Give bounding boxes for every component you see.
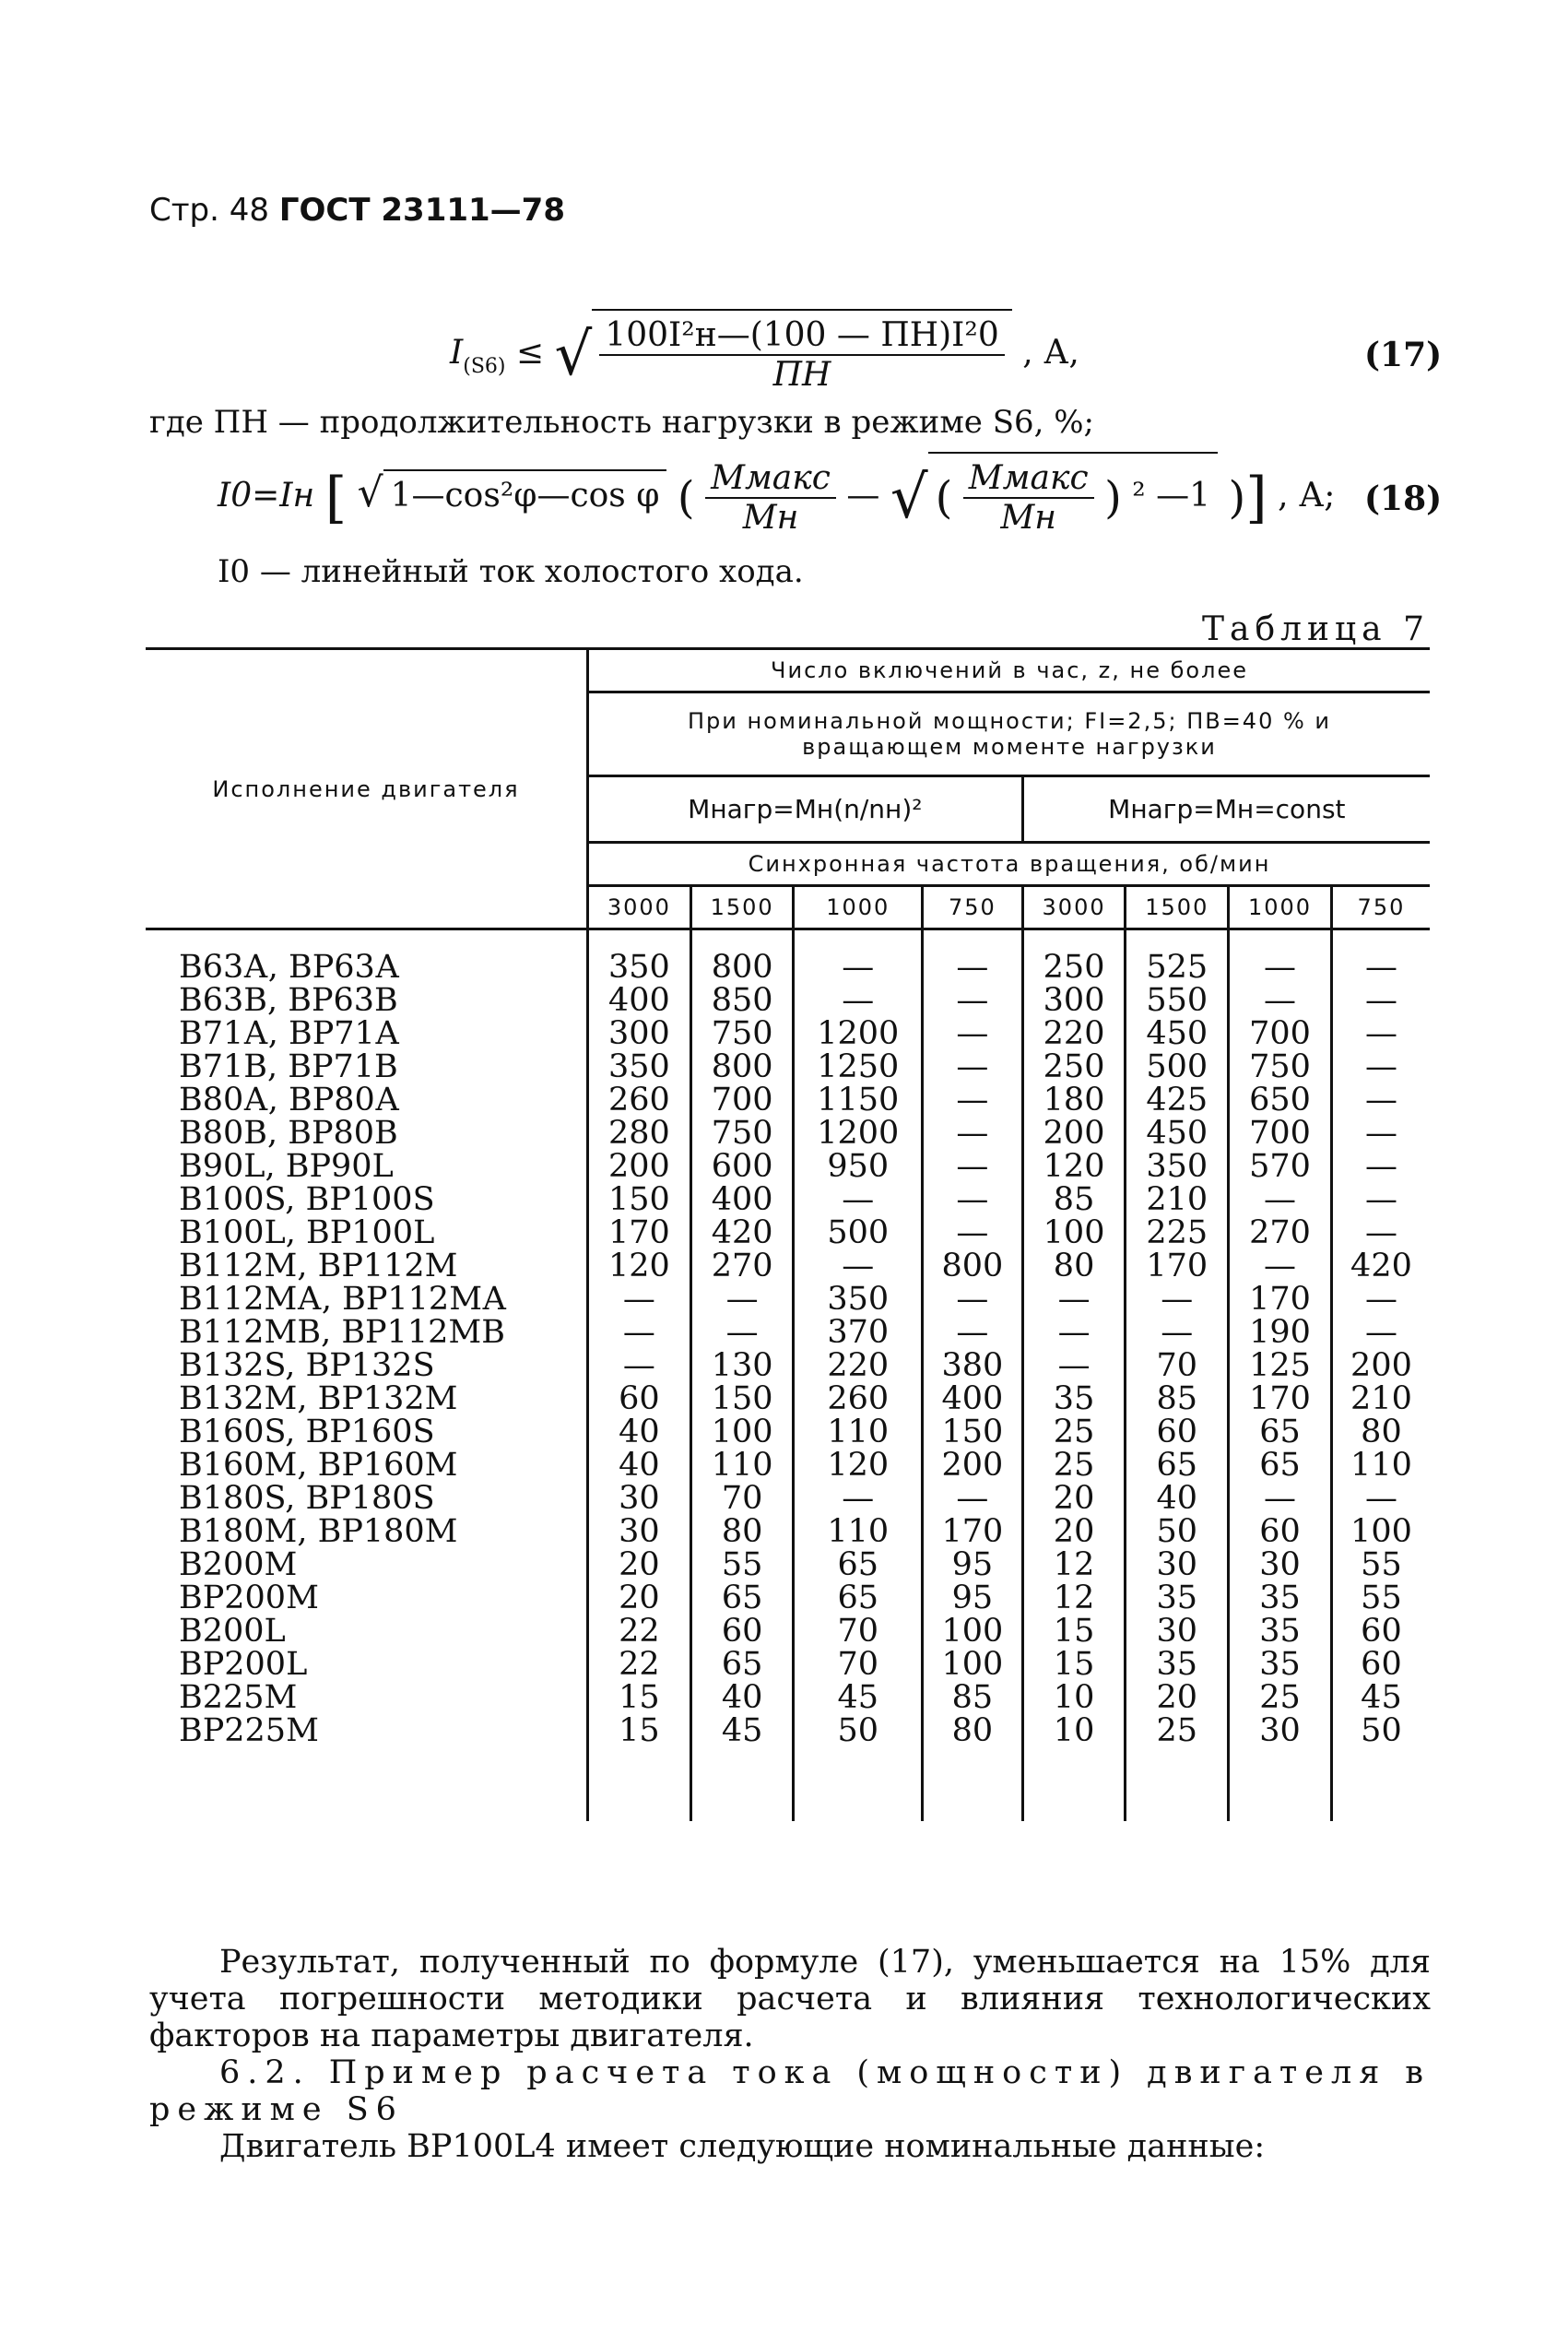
value-cell: 110 (690, 1449, 794, 1482)
engine-name-cell: В200L (179, 1613, 286, 1650)
value-cell: — (794, 1249, 923, 1283)
value-cell: 380 (923, 1349, 1023, 1382)
formula-18-frac1-numerator: Mмакс (705, 459, 836, 499)
value-cell: 95 (923, 1581, 1023, 1615)
value-cell: — (1229, 1249, 1332, 1283)
value-cell: 40 (588, 1449, 691, 1482)
value-cell: — (1229, 1183, 1332, 1216)
value-cell: — (794, 984, 923, 1017)
value-cell: — (923, 1482, 1023, 1515)
value-cell: — (1331, 1017, 1430, 1050)
value-cell: 50 (794, 1714, 923, 1747)
value-cell: — (1331, 1050, 1430, 1083)
engine-name-cell: В71В, ВР71В (179, 1048, 398, 1085)
value-cell: 500 (794, 1216, 923, 1249)
speed-header: 1000 (1229, 886, 1332, 929)
value-cell: 210 (1126, 1183, 1229, 1216)
value-cell: 500 (1126, 1050, 1229, 1083)
value-cell: 55 (690, 1548, 794, 1581)
value-cell: 170 (588, 1216, 691, 1249)
value-cell: — (1229, 984, 1332, 1017)
value-cell: 65 (794, 1548, 923, 1581)
value-cell: 30 (1126, 1615, 1229, 1648)
table-row (146, 1283, 1430, 1316)
value-cell: 85 (923, 1681, 1023, 1714)
value-cell: — (923, 1050, 1023, 1083)
value-cell: — (690, 1316, 794, 1349)
table-row (146, 1449, 1430, 1482)
value-cell: 200 (923, 1449, 1023, 1482)
engine-name-cell: В225М (179, 1679, 298, 1716)
table-row (146, 1249, 1430, 1283)
table-row (146, 1415, 1430, 1449)
value-cell: 650 (1229, 1083, 1332, 1117)
formula-18-unit: , А; (1278, 477, 1336, 515)
paragraph-engine-data: Двигатель ВР100L4 имеет следующие номинальные данные: (219, 2128, 1266, 2165)
value-cell: 550 (1126, 984, 1229, 1017)
value-cell: 60 (1331, 1648, 1430, 1681)
table-row (146, 1515, 1430, 1548)
formula-17-operator: ≤ (515, 334, 545, 372)
table-row (146, 1083, 1430, 1117)
value-cell: 450 (1126, 1117, 1229, 1150)
value-cell: 220 (794, 1349, 923, 1382)
value-cell: 40 (690, 1681, 794, 1714)
table-row (146, 1615, 1430, 1648)
value-cell: — (923, 1150, 1023, 1183)
value-cell: 100 (923, 1648, 1023, 1681)
formula-18-minus: — (846, 477, 880, 515)
value-cell: 100 (690, 1415, 794, 1449)
value-cell: 70 (1126, 1349, 1229, 1382)
engine-name-cell: В112МВ, ВР112МВ (179, 1314, 505, 1351)
value-cell: 1150 (794, 1083, 923, 1117)
value-cell: — (1022, 1349, 1126, 1382)
value-cell: — (1331, 929, 1430, 985)
value-cell: 80 (1022, 1249, 1126, 1283)
value-cell: 55 (1331, 1548, 1430, 1581)
value-cell: 85 (1126, 1382, 1229, 1415)
engine-name-cell: ВР200М (179, 1580, 319, 1616)
table-row (146, 1349, 1430, 1382)
value-cell: 65 (690, 1581, 794, 1615)
value-cell: 65 (1126, 1449, 1229, 1482)
paragraph-result: Результат, полученный по формуле (17), уменьшается на 15% для учета погрешности методики расчета и влияния технологических факторов на параметры двигателя. (149, 1944, 1431, 2054)
formula-18-frac1-denominator: Mн (742, 499, 799, 537)
value-cell: — (588, 1283, 691, 1316)
value-cell: — (1331, 1316, 1430, 1349)
value-cell: — (794, 1482, 923, 1515)
value-cell: 30 (588, 1515, 691, 1548)
table-row (146, 1681, 1430, 1714)
table-row (146, 984, 1430, 1017)
col-load1-header: Mнагр=Mн(n/nн)² (588, 776, 1023, 843)
value-cell: 225 (1126, 1216, 1229, 1249)
value-cell: 30 (1126, 1548, 1229, 1581)
value-cell: — (1331, 984, 1430, 1017)
formula-17-denominator: ПН (772, 356, 831, 394)
speed-header: 750 (1331, 886, 1430, 929)
value-cell: 250 (1022, 929, 1126, 985)
value-cell: 80 (690, 1515, 794, 1548)
value-cell: 170 (1126, 1249, 1229, 1283)
speed-header: 1500 (690, 886, 794, 929)
value-cell: 750 (690, 1017, 794, 1050)
table-row (146, 1150, 1430, 1183)
value-cell: 60 (1126, 1415, 1229, 1449)
value-cell: 35 (1229, 1615, 1332, 1648)
value-cell: 12 (1022, 1581, 1126, 1615)
value-cell: — (588, 1349, 691, 1382)
value-cell: — (794, 929, 923, 985)
value-cell: 25 (1022, 1415, 1126, 1449)
table-caption: Таблица 7 (1202, 610, 1430, 648)
engine-name-cell: В90L, ВР90L (179, 1148, 394, 1185)
engine-name-cell: В112М, ВР112М (179, 1248, 458, 1284)
engine-name-cell: ВР225М (179, 1712, 319, 1749)
value-cell: 220 (1022, 1017, 1126, 1050)
value-cell: — (1331, 1150, 1430, 1183)
value-cell: 950 (794, 1150, 923, 1183)
value-cell: 65 (690, 1648, 794, 1681)
value-cell: — (923, 1216, 1023, 1249)
value-cell: 100 (1331, 1515, 1430, 1548)
col-load2-header: Mнагр=Mн=const (1022, 776, 1430, 843)
value-cell: — (1229, 929, 1332, 985)
value-cell: 70 (794, 1648, 923, 1681)
engine-name-cell: В132М, ВР132М (179, 1380, 458, 1417)
value-cell: 15 (588, 1681, 691, 1714)
value-cell: 45 (794, 1681, 923, 1714)
value-cell: 12 (1022, 1548, 1126, 1581)
value-cell: 60 (1331, 1615, 1430, 1648)
value-cell: 300 (1022, 984, 1126, 1017)
value-cell: 40 (1126, 1482, 1229, 1515)
value-cell: — (923, 1183, 1023, 1216)
value-cell: 370 (794, 1316, 923, 1349)
value-cell: 100 (923, 1615, 1023, 1648)
value-cell: 150 (588, 1183, 691, 1216)
formula-17-unit: , А, (1022, 334, 1079, 372)
value-cell: 80 (923, 1714, 1023, 1747)
value-cell: — (690, 1283, 794, 1316)
value-cell: — (1331, 1083, 1430, 1117)
value-cell: 400 (923, 1382, 1023, 1415)
table-7-body (146, 929, 1430, 1822)
value-cell: 350 (588, 1050, 691, 1083)
value-cell: 65 (1229, 1449, 1332, 1482)
table-spacer-row (146, 1747, 1430, 1821)
value-cell: 130 (690, 1349, 794, 1382)
engine-name-cell: В160S, ВР160S (179, 1414, 435, 1450)
value-cell: 750 (1229, 1050, 1332, 1083)
formula-17-numerator: 100I²н—(100 — ПН)I²0 (599, 316, 1004, 356)
page-number: Стр. 48 (149, 192, 270, 229)
value-cell: 350 (1126, 1150, 1229, 1183)
value-cell: 15 (1022, 1648, 1126, 1681)
formula-18-frac2-numerator: Mмакс (963, 459, 1094, 499)
value-cell: 70 (690, 1482, 794, 1515)
value-cell: 60 (690, 1615, 794, 1648)
table-row (146, 1482, 1430, 1515)
engine-name-cell: В160М, ВР160М (179, 1447, 458, 1484)
value-cell: — (1331, 1283, 1430, 1316)
speed-header: 1500 (1126, 886, 1229, 929)
value-cell: 170 (923, 1515, 1023, 1548)
speed-header: 3000 (588, 886, 691, 929)
value-cell: 125 (1229, 1349, 1332, 1382)
value-cell: 110 (1331, 1449, 1430, 1482)
table-row (146, 1316, 1430, 1349)
value-cell: — (1022, 1283, 1126, 1316)
value-cell: — (1126, 1316, 1229, 1349)
value-cell: 50 (1126, 1515, 1229, 1548)
value-cell: — (1331, 1117, 1430, 1150)
value-cell: 65 (1229, 1415, 1332, 1449)
value-cell: 300 (588, 1017, 691, 1050)
value-cell: — (923, 984, 1023, 1017)
i0-definition: I0 — линейный ток холостого хода. (218, 553, 804, 590)
col-power-header: При номинальной мощности; FI=2,5; ПВ=40 % и вращающем моменте нагрузки (588, 692, 1431, 776)
value-cell: 30 (588, 1482, 691, 1515)
value-cell: 700 (1229, 1017, 1332, 1050)
value-cell: — (794, 1183, 923, 1216)
value-cell: 280 (588, 1117, 691, 1150)
standard-number: ГОСТ 23111—78 (278, 192, 565, 229)
value-cell: 25 (1126, 1714, 1229, 1747)
value-cell: 400 (588, 984, 691, 1017)
value-cell: 20 (588, 1581, 691, 1615)
table-row (146, 1183, 1430, 1216)
value-cell: 80 (1331, 1415, 1430, 1449)
value-cell: 525 (1126, 929, 1229, 985)
formula-17-lhs-sub: (S6) (463, 355, 506, 378)
value-cell: 65 (794, 1581, 923, 1615)
engine-name-cell: В71А, ВР71А (179, 1015, 400, 1052)
speed-header: 750 (923, 886, 1023, 929)
table-row (146, 1714, 1430, 1747)
where-definition: где ПН — продолжительность нагрузки в режиме S6, %; (149, 404, 1094, 441)
value-cell: 120 (1022, 1150, 1126, 1183)
value-cell: 15 (1022, 1615, 1126, 1648)
value-cell: 20 (588, 1548, 691, 1581)
value-cell: 20 (1022, 1515, 1126, 1548)
value-cell: 25 (1022, 1449, 1126, 1482)
value-cell: 1200 (794, 1117, 923, 1150)
value-cell: 170 (1229, 1283, 1332, 1316)
value-cell: 260 (794, 1382, 923, 1415)
value-cell: — (923, 1017, 1023, 1050)
value-cell: 700 (1229, 1117, 1332, 1150)
value-cell: 250 (1022, 1050, 1126, 1083)
formula-17-lhs: I (450, 334, 464, 372)
table-row (146, 1581, 1430, 1615)
table-row (146, 1648, 1430, 1681)
formula-18-part1: 1—cos²φ—cos φ (383, 469, 667, 515)
value-cell: 700 (690, 1083, 794, 1117)
table-row (146, 1548, 1430, 1581)
value-cell: 180 (1022, 1083, 1126, 1117)
value-cell: 85 (1022, 1183, 1126, 1216)
value-cell: 20 (1022, 1482, 1126, 1515)
value-cell: 120 (588, 1249, 691, 1283)
table-7 (146, 647, 1430, 1821)
engine-name-cell: В180М, ВР180М (179, 1513, 458, 1550)
value-cell: 200 (1331, 1349, 1430, 1382)
value-cell: — (1331, 1216, 1430, 1249)
engine-name-cell: В63В, ВР63В (179, 982, 398, 1019)
formula-18-lhs: I0=Iн (218, 477, 315, 515)
equation-number-18: (18) (1364, 479, 1443, 518)
value-cell: 850 (690, 984, 794, 1017)
value-cell: 120 (794, 1449, 923, 1482)
value-cell: 420 (690, 1216, 794, 1249)
formula-17: $I_{(S6)}$ ≤ √ $\frac{\text{100I²н—(100 — ПН)I²0}}{ПН}$ , А, (450, 309, 1079, 394)
engine-name-cell: ВР200L (179, 1646, 308, 1683)
value-cell: 45 (690, 1714, 794, 1747)
value-cell: 600 (690, 1150, 794, 1183)
value-cell: 35 (1126, 1581, 1229, 1615)
engine-name-cell: В100S, ВР100S (179, 1181, 435, 1218)
value-cell: 40 (588, 1415, 691, 1449)
value-cell: 110 (794, 1515, 923, 1548)
value-cell: 60 (1229, 1515, 1332, 1548)
value-cell: 22 (588, 1648, 691, 1681)
value-cell: 170 (1229, 1382, 1332, 1415)
value-cell: — (588, 1316, 691, 1349)
value-cell: 35 (1126, 1648, 1229, 1681)
value-cell: 800 (690, 929, 794, 985)
value-cell: 22 (588, 1615, 691, 1648)
engine-name-cell: В63А, ВР63А (179, 949, 400, 986)
col-engine-header: Исполнение двигателя (146, 649, 588, 929)
value-cell: 55 (1331, 1581, 1430, 1615)
speed-header: 1000 (794, 886, 923, 929)
value-cell: 95 (923, 1548, 1023, 1581)
value-cell: 200 (588, 1150, 691, 1183)
value-cell: 10 (1022, 1681, 1126, 1714)
value-cell: 50 (1331, 1714, 1430, 1747)
value-cell: 570 (1229, 1150, 1332, 1183)
value-cell: 10 (1022, 1714, 1126, 1747)
formula-18-rest: ² —1 (1132, 477, 1211, 515)
page-header (149, 192, 565, 229)
table-row (146, 1382, 1430, 1415)
value-cell: — (1331, 1183, 1430, 1216)
value-cell: 30 (1229, 1548, 1332, 1581)
value-cell: 200 (1022, 1117, 1126, 1150)
engine-name-cell: В80В, ВР80В (179, 1115, 398, 1152)
value-cell: 260 (588, 1083, 691, 1117)
value-cell: — (1229, 1482, 1332, 1515)
speed-header: 3000 (1022, 886, 1126, 929)
value-cell: 270 (690, 1249, 794, 1283)
value-cell: 35 (1229, 1648, 1332, 1681)
engine-name-cell: В112МА, ВР112МА (179, 1281, 507, 1318)
value-cell: 150 (923, 1415, 1023, 1449)
value-cell: 425 (1126, 1083, 1229, 1117)
value-cell: 15 (588, 1714, 691, 1747)
value-cell: 210 (1331, 1382, 1430, 1415)
table-row (146, 929, 1430, 985)
table-row (146, 1017, 1430, 1050)
value-cell: — (923, 1117, 1023, 1150)
engine-name-cell: В200М (179, 1546, 298, 1583)
table-row (146, 1216, 1430, 1249)
value-cell: — (923, 929, 1023, 985)
value-cell: 750 (690, 1117, 794, 1150)
value-cell: 400 (690, 1183, 794, 1216)
value-cell: — (1331, 1482, 1430, 1515)
value-cell: 60 (588, 1382, 691, 1415)
engine-name-cell: В80А, ВР80А (179, 1082, 400, 1118)
col-sync-header: Синхронная частота вращения, об/мин (588, 843, 1431, 886)
value-cell: 150 (690, 1382, 794, 1415)
formula-18-frac2-denominator: Mн (1000, 499, 1056, 537)
value-cell: 270 (1229, 1216, 1332, 1249)
section-heading-6-2: 6.2. Пример расчета тока (мощности) двигателя в режиме S6 (149, 2054, 1431, 2128)
formula-18: I0=Iн [ √ 1—cos²φ—cos φ ( $\frac{\text{Mмакс}}{Mн}$ — √ ( $\frac{\text{Mмакс}}{Mн}$ ) ² —1 )] , А; (218, 452, 1335, 537)
table-row (146, 1050, 1430, 1083)
engine-name-cell: В180S, ВР180S (179, 1480, 435, 1517)
value-cell: 35 (1022, 1382, 1126, 1415)
value-cell: — (923, 1283, 1023, 1316)
equation-number-17: (17) (1364, 336, 1443, 374)
value-cell: 45 (1331, 1681, 1430, 1714)
value-cell: 100 (1022, 1216, 1126, 1249)
value-cell: 350 (588, 929, 691, 985)
value-cell: — (1126, 1283, 1229, 1316)
value-cell: 1200 (794, 1017, 923, 1050)
value-cell: 350 (794, 1283, 923, 1316)
value-cell: 25 (1229, 1681, 1332, 1714)
value-cell: 800 (923, 1249, 1023, 1283)
value-cell: 450 (1126, 1017, 1229, 1050)
value-cell: — (1022, 1316, 1126, 1349)
value-cell: 110 (794, 1415, 923, 1449)
value-cell: — (923, 1316, 1023, 1349)
value-cell: — (923, 1083, 1023, 1117)
col-count-header: Число включений в час, z, не более (588, 649, 1431, 692)
value-cell: 190 (1229, 1316, 1332, 1349)
value-cell: 20 (1126, 1681, 1229, 1714)
value-cell: 70 (794, 1615, 923, 1648)
value-cell: 1250 (794, 1050, 923, 1083)
value-cell: 800 (690, 1050, 794, 1083)
engine-name-cell: В132S, ВР132S (179, 1347, 435, 1384)
table-row (146, 1117, 1430, 1150)
value-cell: 420 (1331, 1249, 1430, 1283)
value-cell: 35 (1229, 1581, 1332, 1615)
engine-name-cell: В100L, ВР100L (179, 1214, 435, 1251)
value-cell: 30 (1229, 1714, 1332, 1747)
